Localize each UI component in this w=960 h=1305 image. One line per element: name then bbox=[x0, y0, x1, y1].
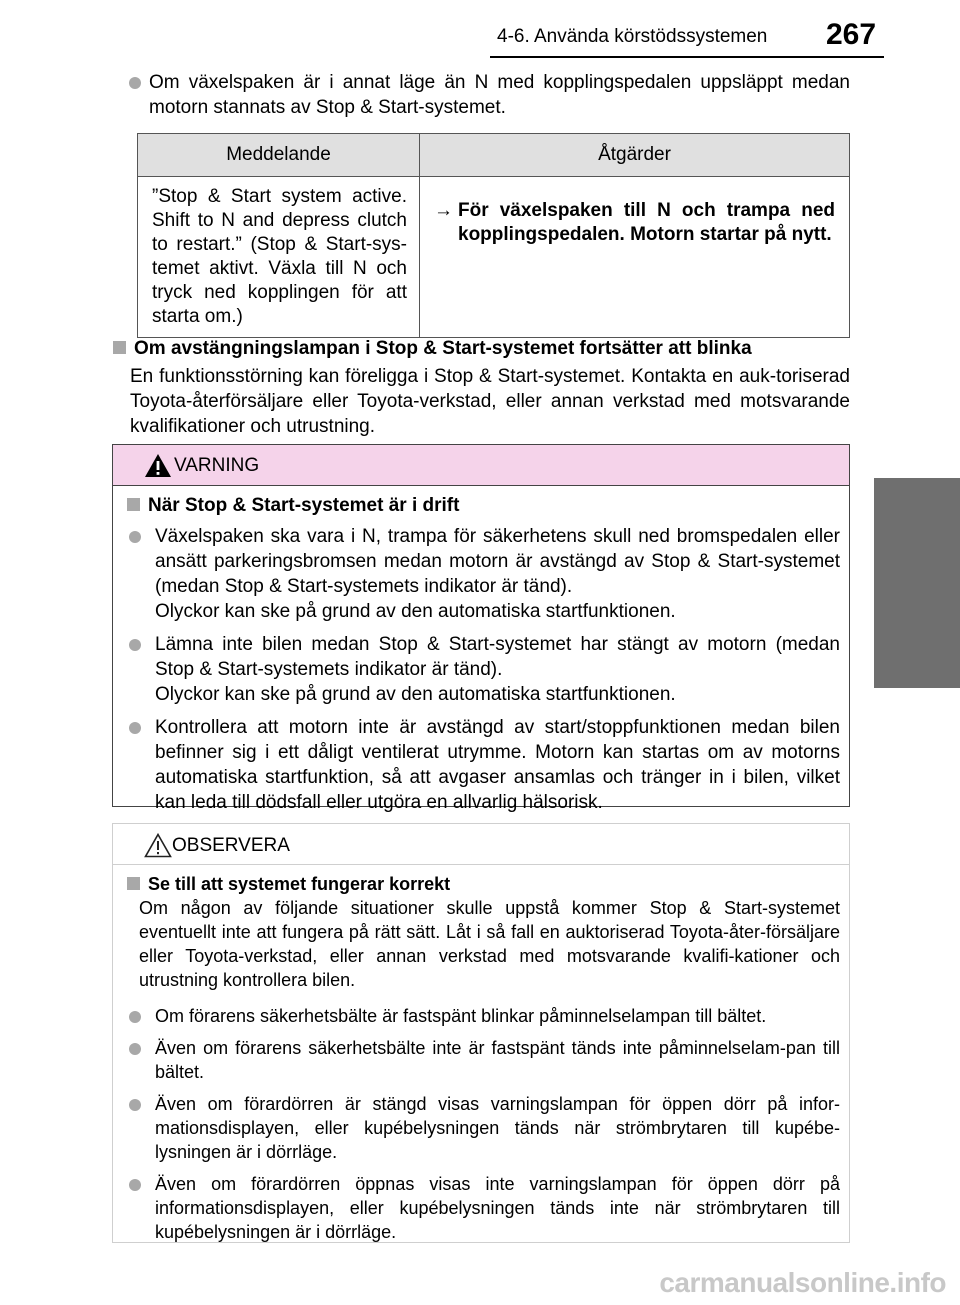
list-item bbox=[126, 1172, 840, 1244]
warning-triangle-icon bbox=[144, 453, 172, 483]
list-item-note: Olyckor kan ske på grund av den automatiska startfunktionen. bbox=[155, 601, 676, 622]
list-item-text: Även om förardörren öppnas visas inte varningslampan för öppen dörr på informationsdisplayen, eller kupébelysningen tänds inte när strömbrytaren till kupébelysningen är i dörrläge. bbox=[155, 1174, 840, 1242]
list-item bbox=[126, 632, 840, 707]
chapter-number: 4 bbox=[911, 990, 922, 1010]
page-number: 267 bbox=[826, 18, 877, 51]
table-cell-action bbox=[420, 177, 850, 338]
list-item-text: Även om förardörren är stängd visas varningslampan för öppen dörr på infor-mationsdisplayen, eller kupébelysningen tänds när strömbrytaren till kupébe-lysningen är i dörrläge. bbox=[155, 1094, 840, 1162]
circle-bullet-icon bbox=[129, 77, 141, 89]
circle-bullet-icon bbox=[129, 1011, 141, 1023]
warning-box bbox=[112, 444, 850, 813]
arrow-icon: → bbox=[434, 200, 453, 221]
table-header-message: Meddelande bbox=[138, 134, 420, 177]
list-item bbox=[126, 715, 840, 815]
blink-heading: Om avstängningslampan i Stop & Start-systemet fortsätter att blinka bbox=[134, 338, 752, 359]
blink-section bbox=[112, 336, 850, 439]
table-row bbox=[138, 177, 850, 338]
chapter-label: Körning bbox=[910, 1052, 930, 1115]
circle-bullet-icon bbox=[129, 1099, 141, 1111]
watermark: carmanualsonline.info bbox=[659, 1267, 946, 1298]
table-header-action: Åtgärder bbox=[420, 134, 850, 177]
warning-heading: När Stop & Start-systemet är i drift bbox=[148, 495, 460, 516]
list-item bbox=[126, 524, 840, 624]
list-item-text: Även om förarens säkerhetsbälte inte är fastspänt tänds inte påminnelselam-pan till bältet. bbox=[155, 1038, 840, 1082]
circle-bullet-icon bbox=[129, 1179, 141, 1191]
table-cell-message: ”Stop & Start system active. Shift to N and depress clutch to restart.” (Stop & Start-sys-temet aktivt. Växla till N och tryck ned kopplingen för att starta om.) bbox=[138, 177, 420, 338]
notice-header bbox=[113, 824, 849, 865]
notice-triangle-icon bbox=[144, 833, 172, 863]
message-table bbox=[137, 133, 850, 338]
circle-bullet-icon bbox=[129, 722, 141, 734]
circle-bullet-icon bbox=[129, 639, 141, 651]
warning-header bbox=[113, 445, 849, 486]
notice-box bbox=[112, 823, 850, 1243]
list-item-text: Lämna inte bilen medan Stop & Start-systemet har stängt av motorn (medan Stop & Start-systemets indikator är tänd). bbox=[155, 634, 840, 680]
notice-heading: Se till att systemet fungerar korrekt bbox=[148, 874, 451, 894]
circle-bullet-icon bbox=[129, 531, 141, 543]
notice-title: OBSERVERA bbox=[172, 835, 290, 856]
list-item bbox=[126, 1036, 840, 1084]
header-rule bbox=[490, 56, 884, 58]
chapter-side-tab bbox=[874, 478, 960, 1115]
square-bullet-icon bbox=[113, 341, 126, 354]
notice-body: Om någon av följande situationer skulle uppstå kommer Stop & Start-systemet eventuellt inte att fungera på rätt sätt. Låt i så fall en auktoriserad Toyota-åter-försäljare eller Toyota-verkstad, eller annan verkstad med motsvarande kvalifi-kationer och utrustning kontrollera bilen. bbox=[139, 898, 840, 990]
action-text: För växelspaken till N och trampa ned kopplingspedalen. Motorn startar på nytt. bbox=[458, 200, 835, 245]
intro-bullet-text: Om växelspaken är i annat läge än N med kopplingspedalen uppsläppt medan motorn stannats av Stop & Start-systemet. bbox=[149, 72, 850, 118]
list-item-text: Om förarens säkerhetsbälte är fastspänt blinkar påminnelselampan till bältet. bbox=[155, 1006, 767, 1026]
intro-bullet bbox=[112, 70, 850, 120]
square-bullet-icon bbox=[127, 498, 140, 511]
list-item-note: Olyckor kan ske på grund av den automatiska startfunktionen. bbox=[155, 684, 676, 705]
blink-body: En funktionsstörning kan föreligga i Stop & Start-systemet. Kontakta en auk-toriserad Toyota-återförsäljare eller Toyota-verkstad, eller annan verkstad med motsvarande kvalifikationer och utrustning. bbox=[130, 366, 850, 437]
circle-bullet-icon bbox=[129, 1043, 141, 1055]
list-item-text: Kontrollera att motorn inte är avstängd av start/stoppfunktionen medan bilen befinner sig i ett dåligt ventilerat utrymme. Motorn kan startas om av motorns automatiska startfunktion, så att avgaser ansamlas och tränger in i bilen, vilket kan leda till dödsfall eller utgöra en allvarlig hälsorisk. bbox=[155, 717, 840, 813]
warning-title: VARNING bbox=[174, 455, 260, 476]
header-section-title: 4-6. Använda körstödssystemen bbox=[497, 26, 768, 47]
square-bullet-icon bbox=[127, 877, 140, 890]
list-item bbox=[126, 1092, 840, 1164]
list-item bbox=[126, 1004, 840, 1028]
list-item-text: Växelspaken ska vara i N, trampa för säkerhetens skull ned bromspedalen eller ansätt parkeringsbromsen medan motorn är avstängd av Stop & Start-systemet (medan Stop & Start-systemets indikator är tänd). bbox=[155, 526, 840, 597]
